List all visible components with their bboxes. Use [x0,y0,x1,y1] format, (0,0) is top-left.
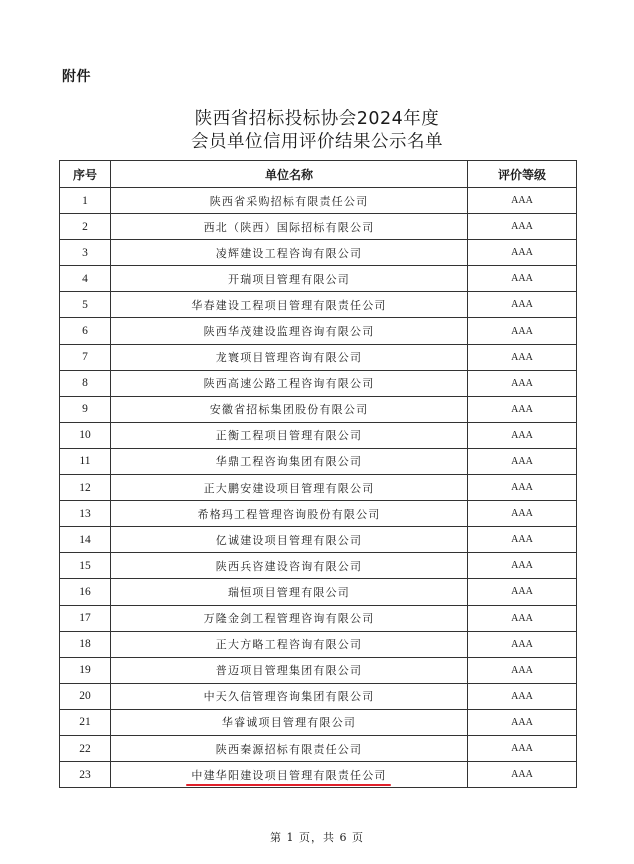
row-company-name: 陕西秦源招标有限责任公司 [111,735,468,761]
row-seq: 20 [60,683,111,709]
table-row [60,448,577,474]
table-row [60,214,577,240]
row-seq: 7 [60,344,111,370]
row-company-name: 中天久信管理咨询集团有限公司 [111,683,468,709]
row-company-name: 华鼎工程咨询集团有限公司 [111,448,468,474]
row-seq: 21 [60,709,111,735]
red-highlight-underline [186,784,391,786]
row-seq: 3 [60,240,111,266]
row-company-name: 正衡工程项目管理有限公司 [111,422,468,448]
row-seq: 15 [60,553,111,579]
row-grade: AAA [468,370,577,396]
row-seq: 23 [60,762,111,788]
row-grade: AAA [468,292,577,318]
member-credit-table [59,160,577,788]
table-row [60,605,577,631]
row-grade: AAA [468,448,577,474]
row-seq: 19 [60,657,111,683]
row-seq: 1 [60,188,111,214]
row-seq: 14 [60,527,111,553]
row-grade: AAA [468,631,577,657]
table-row [60,657,577,683]
row-seq: 2 [60,214,111,240]
row-grade: AAA [468,318,577,344]
table-row [60,266,577,292]
row-company-name: 西北（陕西）国际招标有限公司 [111,214,468,240]
row-company-name: 普迈项目管理集团有限公司 [111,657,468,683]
row-seq: 9 [60,396,111,422]
row-grade: AAA [468,422,577,448]
table-row [60,292,577,318]
row-seq: 12 [60,475,111,501]
table-row [60,527,577,553]
attachment-label: 附件 [62,69,91,85]
row-company-name: 瑞恒项目管理有限公司 [111,579,468,605]
row-company-name: 正大鹏安建设项目管理有限公司 [111,475,468,501]
row-company-name: 华春建设工程项目管理有限责任公司 [111,292,468,318]
row-grade: AAA [468,344,577,370]
row-grade: AAA [468,396,577,422]
table-body [60,188,577,788]
table-row [60,709,577,735]
row-company-name: 陕西高速公路工程咨询有限公司 [111,370,468,396]
row-company-name: 安徽省招标集团股份有限公司 [111,396,468,422]
row-company-name: 万隆金剑工程管理咨询有限公司 [111,605,468,631]
row-grade: AAA [468,475,577,501]
row-company-name: 亿诚建设项目管理有限公司 [111,527,468,553]
row-grade: AAA [468,605,577,631]
row-company-name: 凌辉建设工程咨询有限公司 [111,240,468,266]
row-grade: AAA [468,709,577,735]
header-name: 单位名称 [111,161,468,188]
row-company-name: 龙寰项目管理咨询有限公司 [111,344,468,370]
header-grade: 评价等级 [468,161,577,188]
row-grade: AAA [468,501,577,527]
table-row [60,631,577,657]
header-seq: 序号 [60,161,111,188]
table-header-row [60,161,577,188]
row-seq: 5 [60,292,111,318]
row-seq: 16 [60,579,111,605]
table-row [60,579,577,605]
table-row [60,735,577,761]
table-row [60,188,577,214]
table-row [60,475,577,501]
row-company-name: 中建华阳建设项目管理有限责任公司 [111,762,468,788]
row-company-name: 华睿诚项目管理有限公司 [111,709,468,735]
row-company-name: 陕西华茂建设监理咨询有限公司 [111,318,468,344]
row-seq: 10 [60,422,111,448]
row-seq: 18 [60,631,111,657]
row-company-name: 希格玛工程管理咨询股份有限公司 [111,501,468,527]
row-grade: AAA [468,683,577,709]
row-seq: 17 [60,605,111,631]
table-row [60,553,577,579]
document-title-line2: 会员单位信用评价结果公示名单 [191,132,443,152]
row-company-name: 正大方略工程咨询有限公司 [111,631,468,657]
row-seq: 22 [60,735,111,761]
document-title-line1: 陕西省招标投标协会2024年度 [194,109,440,129]
row-company-name: 陕西省采购招标有限责任公司 [111,188,468,214]
row-grade: AAA [468,188,577,214]
row-grade: AAA [468,214,577,240]
row-seq: 6 [60,318,111,344]
table-row [60,370,577,396]
row-grade: AAA [468,553,577,579]
row-grade: AAA [468,527,577,553]
row-grade: AAA [468,240,577,266]
table-row [60,396,577,422]
row-seq: 8 [60,370,111,396]
row-seq: 11 [60,448,111,474]
row-seq: 13 [60,501,111,527]
row-company-name: 陕西兵咨建设咨询有限公司 [111,553,468,579]
table-row [60,683,577,709]
row-grade: AAA [468,579,577,605]
row-grade: AAA [468,735,577,761]
row-grade: AAA [468,762,577,788]
row-grade: AAA [468,657,577,683]
table-row [60,318,577,344]
table-row [60,344,577,370]
table-row [60,422,577,448]
row-seq: 4 [60,266,111,292]
row-company-name: 开瑞项目管理有限公司 [111,266,468,292]
page-footer: 第 1 页，共 6 页 [270,831,364,844]
table-row [60,240,577,266]
table-row [60,501,577,527]
row-grade: AAA [468,266,577,292]
